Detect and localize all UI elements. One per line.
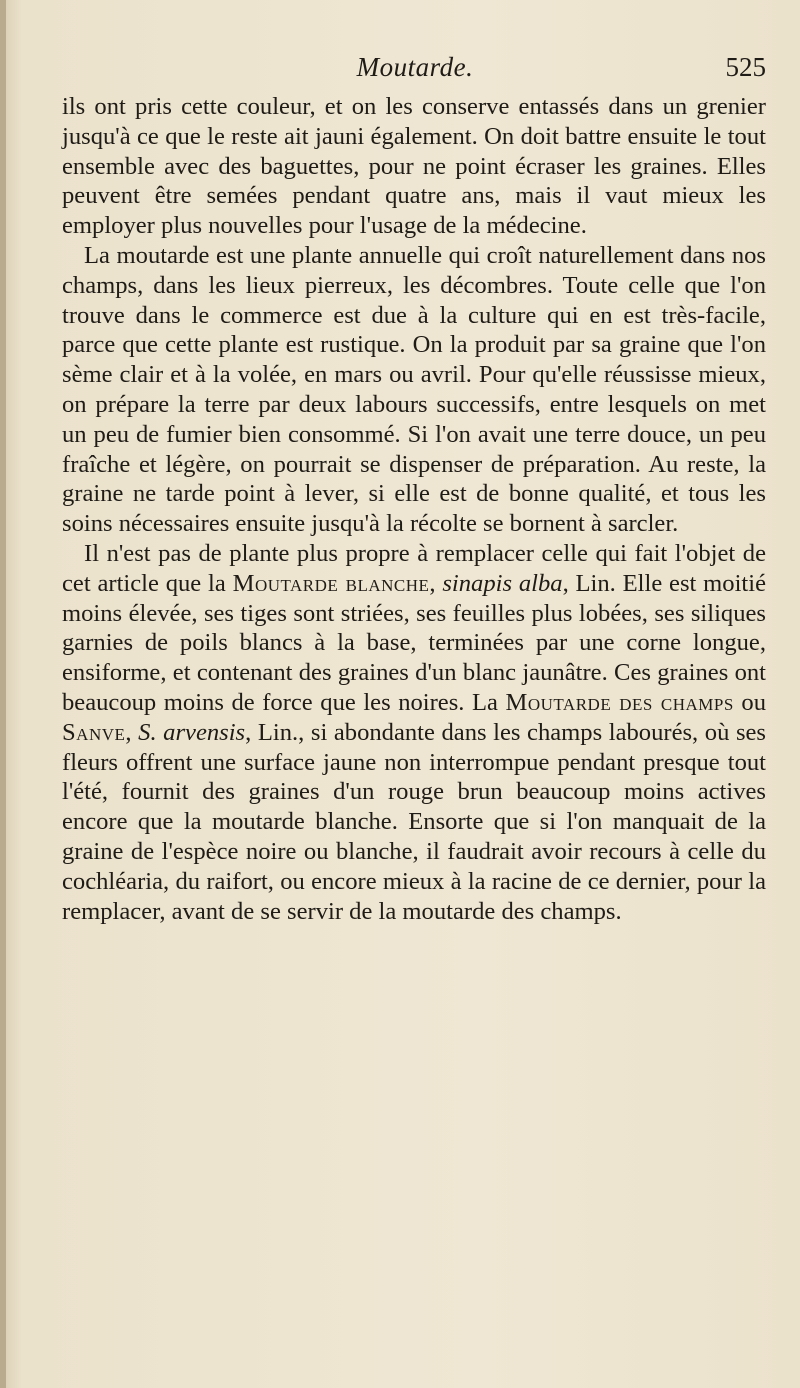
- text-run: ou: [733, 688, 766, 716]
- italic-term: S. arvensis: [138, 718, 246, 746]
- running-title: Moutarde.: [356, 52, 474, 82]
- text-run: ,: [125, 718, 139, 746]
- page-number: 525: [725, 52, 766, 82]
- text-run: , Lin. Elle est moitié moins élevée, ses tiges sont striées, ses feuilles plus lobées, ses siliques garnies de poils blancs à la base, terminées par une corne longue, ensiforme, et contenant des graines d'un blanc jaunâtre. Ces graines ont beaucoup moins de force que les noires. La: [62, 569, 767, 716]
- paragraph: [62, 539, 766, 926]
- page-gutter: [0, 0, 6, 1388]
- text-run: ,: [429, 569, 443, 597]
- small-caps-term: Moutarde blanche: [232, 569, 430, 597]
- text-run: , Lin., si abondante dans les champs labourés, où ses fleurs offrent une surface jaune non interrompue pendant presque tout l'été, fournit des graines d'un rouge brun beaucoup moins actives encore que la moutarde blanche. Ensorte que si l'on manquait de la graine de l'espèce noire ou blanche, il faudrait avoir recours à celle du cochléaria, du raifort, ou encore mieux à la racine de ce dernier, pour la remplacer, avant de se servir de la moutarde des champs.: [62, 718, 767, 925]
- text-run: Il n'est pas de plante plus propre à remplacer celle qui fait l'objet de cet article que la: [62, 539, 766, 597]
- small-caps-term: Sanve: [62, 718, 126, 746]
- page-header: [60, 52, 770, 86]
- small-caps-term: Moutarde des champs: [505, 688, 734, 716]
- text-run: La moutarde est une plante annuelle qui croît naturellement dans nos champs, dans les lieux pierreux, les décombres. Toute celle que l'on trouve dans le commerce est due à la culture qui en est très-facile, parce que cette plante est rustique. On la produit par sa graine que l'on sème clair et à la volée, en mars ou avril. Pour qu'elle réussisse mieux, on prépare la terre par deux labours successifs, entre lesquels on met un peu de fumier bien consommé. Si l'on avait une terre douce, un peu fraîche et légère, on pourrait se dispenser de préparation. Au reste, la graine ne tarde point à lever, si elle est de bonne qualité, et tous les soins nécessaires ensuite jusqu'à la récolte se bornent à sarcler.: [62, 241, 766, 538]
- text-run: ils ont pris cette couleur, et on les conserve entassés dans un grenier jusqu'à ce que le reste ait jauni également. On doit battre ensuite le tout ensemble avec des baguettes, pour ne point écraser les graines. Elles peuvent être semées pendant quatre ans, mais il vaut mieux les employer plus nouvelles pour l'usage de la médecine.: [62, 93, 766, 240]
- paragraph: [62, 92, 766, 241]
- paragraph: [62, 241, 766, 539]
- body-text: [62, 92, 766, 926]
- italic-term: sinapis alba: [442, 569, 563, 597]
